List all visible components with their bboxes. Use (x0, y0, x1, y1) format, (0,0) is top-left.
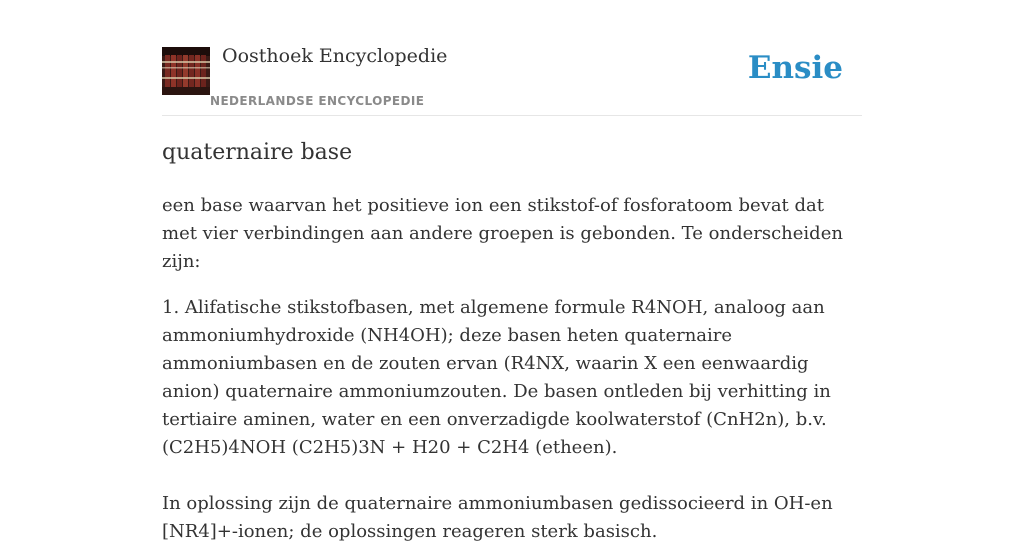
article-content (162, 192, 862, 546)
site-header (162, 0, 862, 116)
article-title: quaternaire base (162, 140, 353, 165)
site-subtitle: NEDERLANDSE ENCYCLOPEDIE (210, 94, 425, 108)
article-paragraph: een base waarvan het positieve ion een stikstof-of fosforatoom bevat dat met vier verbindingen aan andere groepen is gebonden. Te onderscheiden zijn: (162, 195, 843, 272)
encyclopedia-books-icon[interactable] (162, 47, 210, 95)
page (162, 0, 862, 542)
site-name-link[interactable]: Oosthoek Encyclopedie (222, 45, 448, 67)
brand-logo-link[interactable]: Ensie (747, 50, 843, 86)
article-paragraph: In oplossing zijn de quaternaire ammoniumbasen gedissocieerd in OH-en [NR4]+-ionen; de oplossingen reageren sterk basisch. (162, 493, 833, 542)
article-paragraph: 1. Alifatische stikstofbasen, met algemene formule R4NOH, analoog aan ammoniumhydroxide (NH4OH); deze basen heten quaternaire ammoniumbasen en de zouten ervan (R4NX, waarin X een eenwaardig anion) quaternaire ammoniumzouten. De basen ontleden bij verhitting in tertiaire aminen, water en een onverzadigde koolwaterstof (CnH2n), b.v. (C2H5)4NOH (C2H5)3N + H20 + C2H4 (etheen). (162, 297, 831, 458)
